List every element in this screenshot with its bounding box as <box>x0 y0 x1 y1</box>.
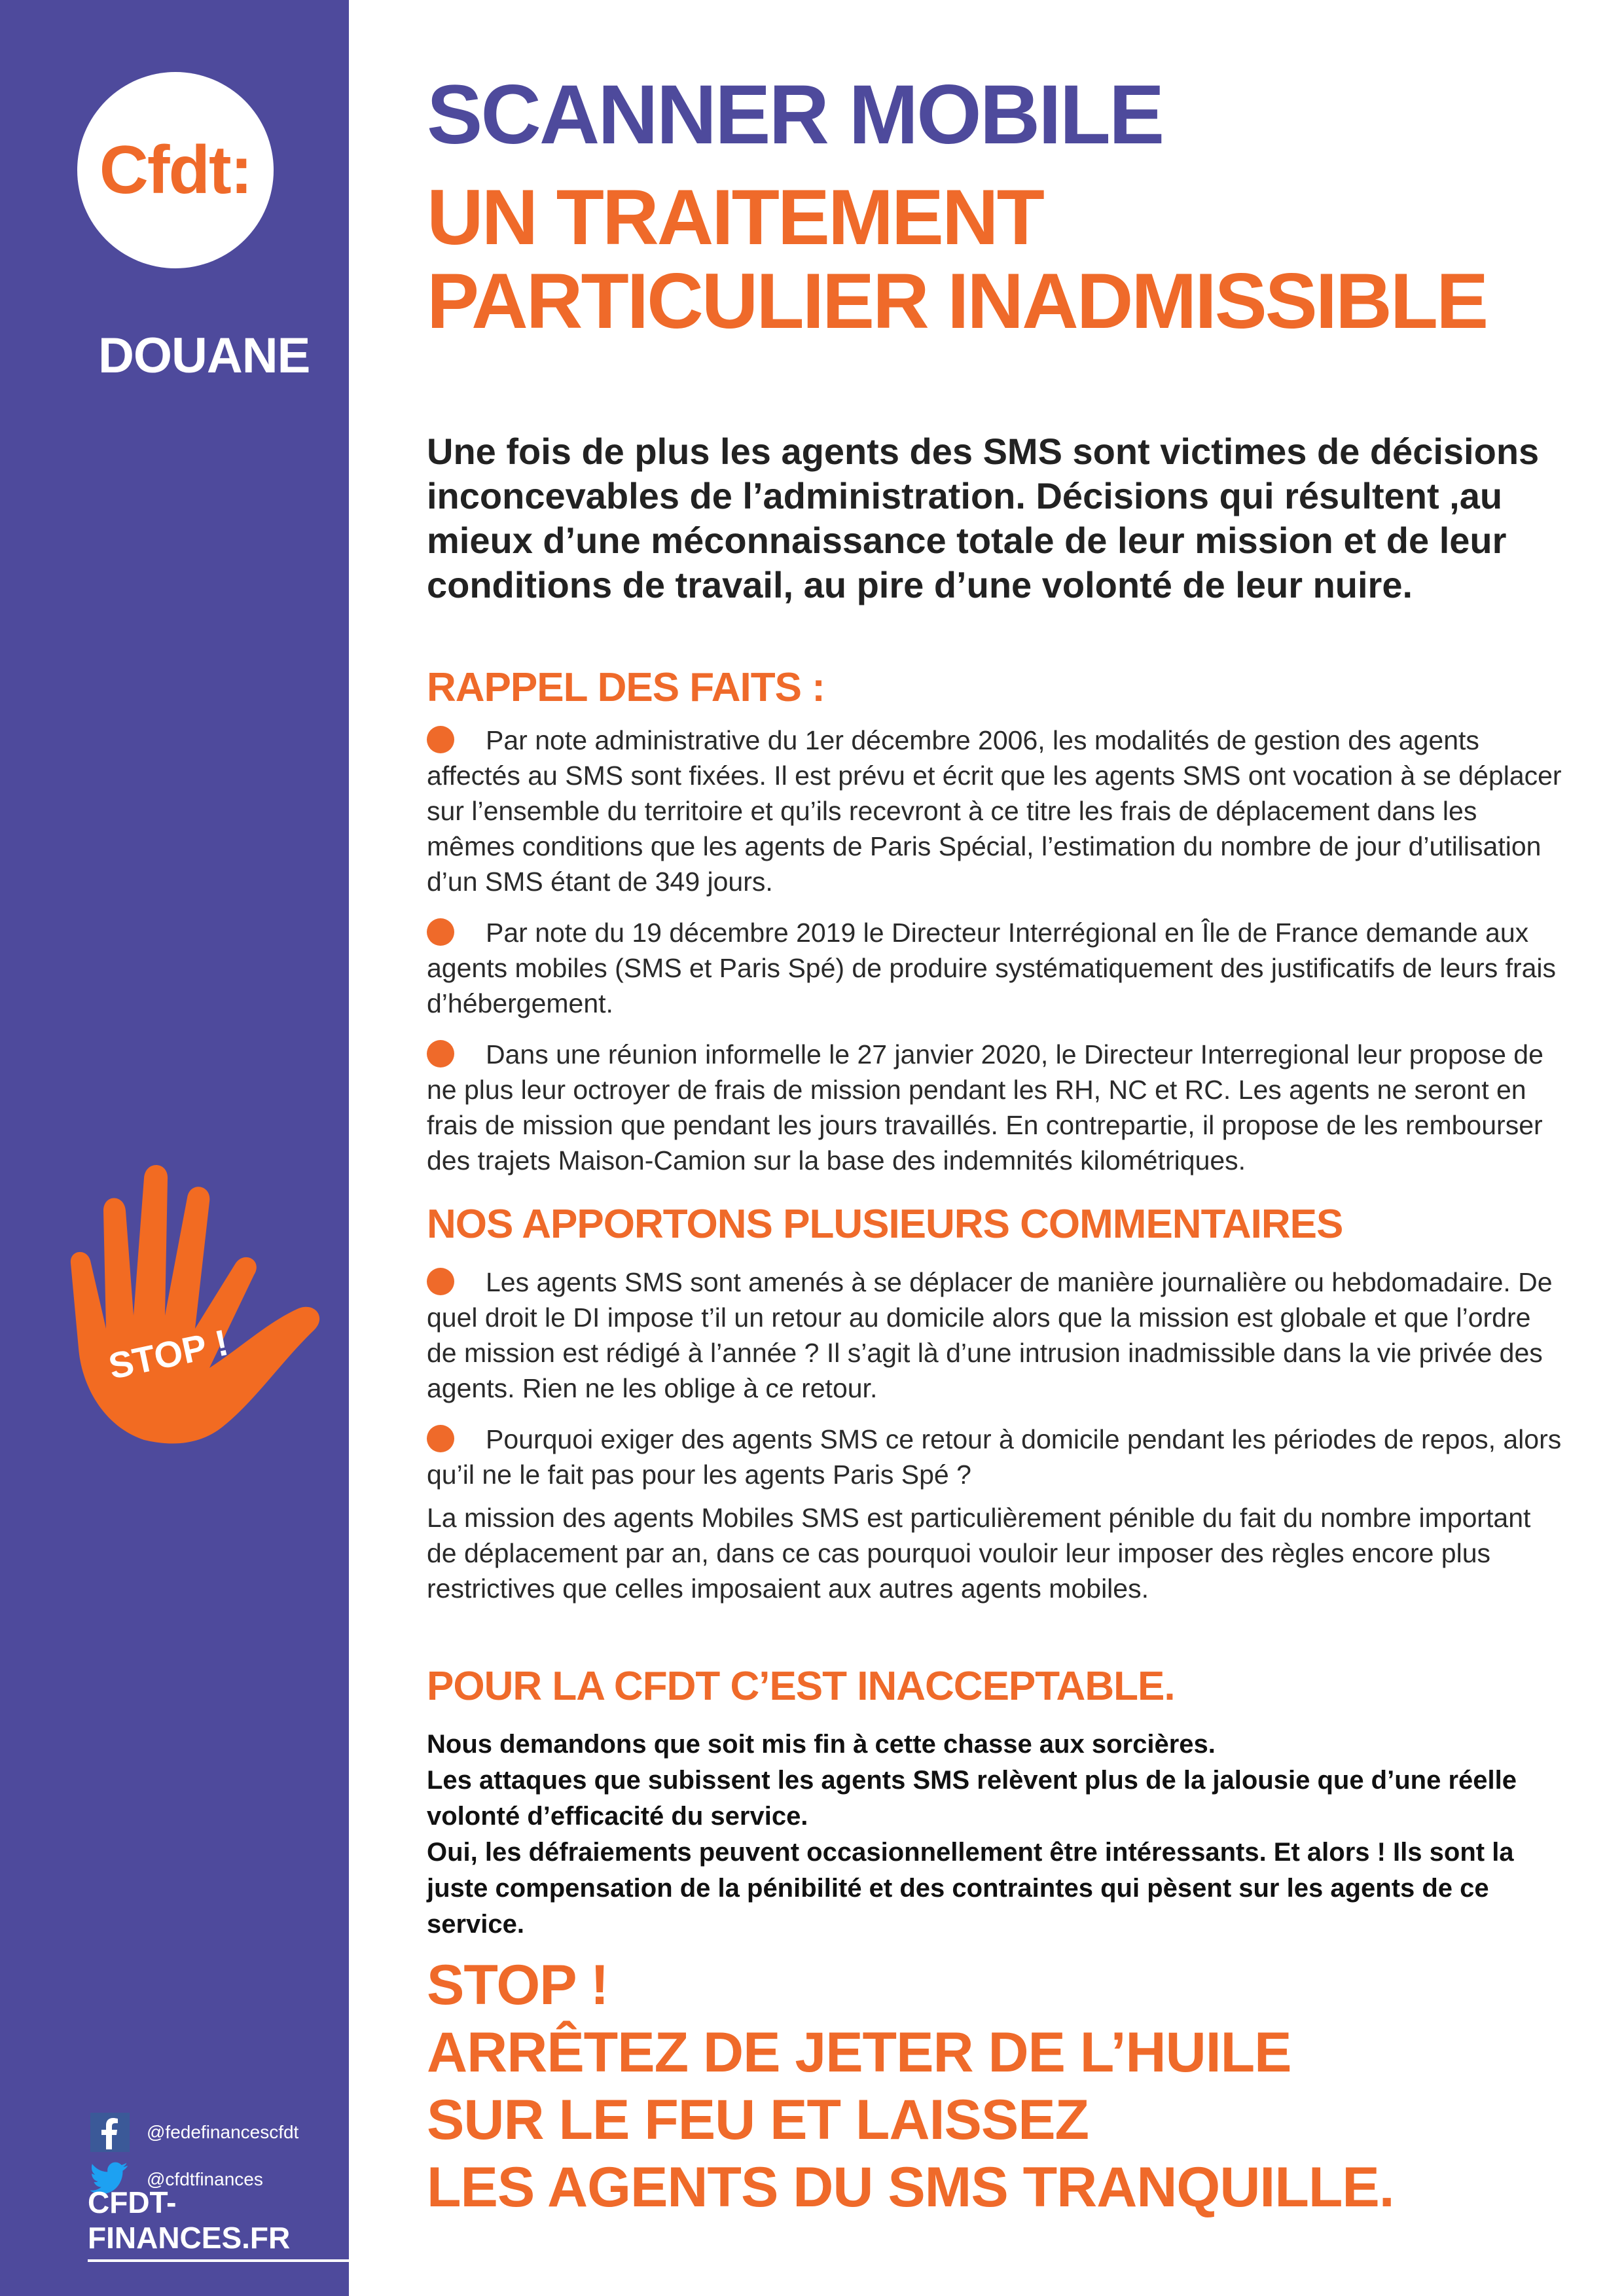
bullet-text: Dans une réunion informelle le 27 janvier 2020, le Directeur Interregional leur propose de ne plus leur octroyer de frais de mission pendant les RH, NC et RC. Les agents ne seront en frais de mission que pendant les jours travaillés. En contrepartie, il propose de les rembourser des trajets Maison-Camion sur la base des indemnités kilométriques. <box>427 1039 1543 1175</box>
hand-stop-text: STOP ! <box>105 1321 232 1387</box>
logo-text: Cfdt: <box>99 132 252 208</box>
final-line-3: SUR LE FEU ET LAISSEZ <box>427 2089 1089 2151</box>
conclusion-line: Les attaques que subissent les agents SMS relèvent plus de la jalousie que d’une réelle volonté d’efficacité du service. <box>427 1766 1517 1831</box>
conclusion-block <box>427 1727 1579 1943</box>
bullet-text: Pourquoi exiger des agents SMS ce retour à domicile pendant les périodes de repos, alors qu’il ne le fait pas pour les agents Paris Spé ? <box>427 1424 1562 1490</box>
final-callout <box>427 1952 1394 2221</box>
title-line-1: SCANNER MOBILE <box>427 68 1163 162</box>
bullet-dot-icon <box>427 726 454 753</box>
bullet-dot-icon <box>427 1040 454 1067</box>
bullet-text: Par note administrative du 1er décembre 2006, les modalités de gestion des agents affectés au SMS sont fixées. Il est prévu et écrit que les agents SMS ont vocation à se déplacer sur l’ensemble du territoire et qu’ils recevront à ce titre les frais de déplacement dans les mêmes conditions que les agents de Paris Spécial, l’estimation du nombre de jour d’utilisation d’un SMS étant de 349 jours. <box>427 725 1562 897</box>
sidebar <box>0 0 349 2296</box>
bullet-item <box>427 723 1566 899</box>
final-line-2: ARRÊTEZ DE JETER DE L’HUILE <box>427 2021 1291 2084</box>
bullet-item <box>427 1265 1566 1406</box>
bullet-dot-icon <box>427 1268 454 1295</box>
bullet-item <box>427 1422 1566 1492</box>
facebook-handle: @fedefinancescfdt <box>147 2122 299 2142</box>
section-heading-inacceptable: POUR LA CFDT C’EST INACCEPTABLE. <box>427 1664 1175 1709</box>
org-name: DOUANE <box>98 328 310 384</box>
facebook-link[interactable] <box>90 2113 298 2152</box>
section-heading-rappel: RAPPEL DES FAITS : <box>427 665 825 710</box>
paragraph: La mission des agents Mobiles SMS est particulièrement pénible du fait du nombre important de déplacement par an, dans ce cas pourquoi vouloir leur imposer des règles encore plus restrictives que celles imposaient aux autres agents mobiles. <box>427 1503 1531 1604</box>
twitter-handle: @cfdtfinances <box>147 2169 263 2189</box>
bullet-item <box>427 915 1566 1021</box>
stop-hand-icon <box>46 1152 340 1466</box>
cfdt-logo <box>77 72 274 268</box>
website-link[interactable]: CFDT-FINANCES.FR <box>88 2185 349 2262</box>
bullet-text: Les agents SMS sont amenés à se déplacer de manière journalière ou hebdomadaire. De quel droit le DI impose t’il un retour au domicile alors que la mission est globale et que l’ordre de mission est rédigé à l’année ? Il s’agit là d’une intrusion inadmissible dans la vie privée des agents. Rien ne les oblige à ce retour. <box>427 1267 1553 1403</box>
conclusion-line: Nous demandons que soit mis fin à cette chasse aux sorcières. <box>427 1730 1216 1759</box>
bullet-text: Par note du 19 décembre 2019 le Directeur Interrégional en Île de France demande aux agents mobiles (SMS et Paris Spé) de produire systématiquement des justificatifs de leurs frais d’hébergement. <box>427 918 1557 1018</box>
facebook-icon <box>90 2113 130 2152</box>
bullet-dot-icon <box>427 1425 454 1452</box>
final-line-1: STOP ! <box>427 1954 609 2017</box>
bullet-item <box>427 1037 1566 1178</box>
final-line-4: LES AGENTS DU SMS TRANQUILLE. <box>427 2156 1394 2219</box>
conclusion-line: Oui, les défraiements peuvent occasionnellement être intéressants. Et alors ! Ils sont la juste compensation de la pénibilité et des contraintes qui pèsent sur les agents de ce service. <box>427 1838 1514 1939</box>
title-line-3: PARTICULIER INADMISSIBLE <box>427 257 1487 345</box>
title-line-2: UN TRAITEMENT <box>427 173 1043 261</box>
bullet-dot-icon <box>427 918 454 946</box>
intro-paragraph: Une fois de plus les agents des SMS sont victimes de décisions inconcevables de l’administration. Décisions qui résultent ,au mieux d’une méconnaissance totale de leur mission et de leur conditions de travail, au pire d’une volonté de leur nuire. <box>427 431 1540 605</box>
section-heading-commentaires: NOS APPORTONS PLUSIEURS COMMENTAIRES <box>427 1202 1343 1247</box>
